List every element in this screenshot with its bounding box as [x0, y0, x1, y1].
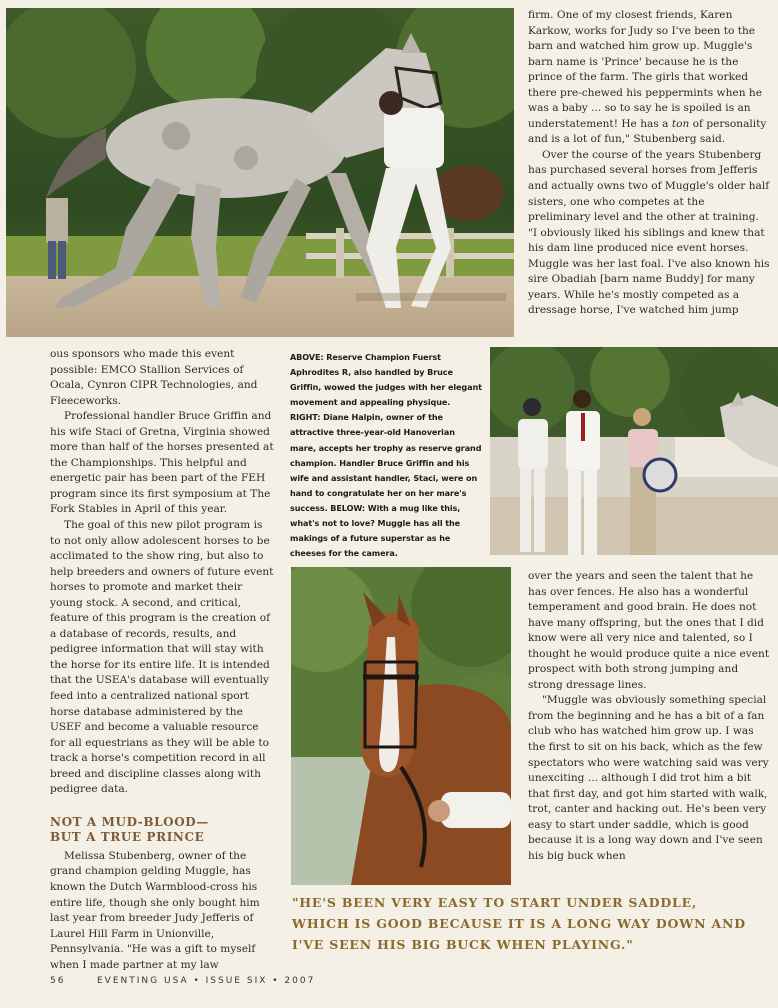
photo-grey-horse-trotting — [6, 8, 514, 337]
caption-above-label: ABOVE: — [290, 352, 324, 362]
caption-right-label: RIGHT: — [290, 412, 321, 423]
caption-right-text: Diane Halpin, owner of the attractive three-year-old Hanoverian mare, accepts her trophy as reserve grand champion. Handler Bruce Griffin and his wife and assistant handler, Staci, were on hand to congratulate her on her mare's success. — [290, 412, 482, 513]
paragraph: Over the course of the years Stubenberg has purchased several horses from Jefferis and actually owns two of Muggle's older half sisters, one who competes at the preliminary level and the other at training. "I obviously liked his siblings and knew that his dam line produced nice event horses. Muggle was her last foal. I've also known his sire Obadiah [barn name Buddy] for many years. While he's mostly competed as a dressage horse, I've watched him jump — [528, 148, 770, 317]
photo-caption — [290, 350, 482, 561]
paragraph: Melissa Stubenberg, owner of the grand champion gelding Muggle, has known the Dutch Warmblood-cross his entire life, though she only bought him last year from breeder Judy Jefferis of Laurel Hill Farm in Unionville, Pennsylvania. "He was a gift to myself when I made partner at my law — [50, 849, 260, 971]
paragraph: The goal of this new pilot program is to not only allow adolescent horses to be acclimated to the show ring, but also to help breeders and owners of future event horses to promote and market their young stock. A second, and critical, feature of this program is the creation of a database of records, results, and pedigree information that will stay with the horse for its entire life. It is intended that the USEA's database will eventually feed into a centralized national sport horse database administered by the USEF and become a valuable resource for all equestrians as they will be able to track a horse's competition record in all breed and discipline classes along with pedigree data. — [50, 519, 274, 796]
caption-above-text: Reserve Champion Fuerst Aphrodites R, also handled by Bruce Griffin, wowed the judges with her elegant movement and appealing physique. — [290, 352, 482, 408]
folio-publication: EVENTING USA • ISSUE SIX • 2007 — [97, 976, 316, 986]
paragraph: over the years and seen the talent that he has over fences. He also has a wonderful temperament and good brain. He does not have many offspring, but the ones that I did know were all very nice and talented, so I thought he would produce quite a nice event prospect with both strong jumping and strong dressage lines. — [528, 570, 770, 691]
photo-trophy-presentation — [490, 347, 778, 555]
left-column-text — [50, 347, 276, 973]
right-column-mid-text — [528, 569, 770, 864]
section-heading-line-2: BUT A TRUE PRINCE — [50, 829, 205, 844]
caption-below-text: With a mug like this, what's not to love? Muggle has all the makings of a future superstar as he cheeses for the camera. — [290, 502, 461, 559]
paragraph: firm. One of my closest friends, Karen Karkow, works for Judy so I've been to the barn and watched him grow up. Muggle's barn name is 'Prince' because he is the prince of the farm. The girls that worked there pre-chewed his peppermints when he was a baby ... so to say he is spoiled is an understatement! He has a ton of personality and is a lot of fun," Stubenberg said. — [528, 9, 767, 146]
folio-page-number: 56 — [50, 976, 66, 986]
section-heading — [50, 815, 276, 845]
photo-muggle-headshot — [291, 567, 511, 885]
paragraph: ous sponsors who made this event possible: EMCO Stallion Services of Ocala, Cynron CIPR Technologies, and Fleeceworks. — [50, 348, 258, 407]
right-column-top-text — [528, 8, 770, 319]
paragraph: "Muggle was obviously something special from the beginning and he has a bit of a fan club who has watched him grow up. I was the first to sit on his back, which as the few spectators who were watching said was very unexciting ... although I did trot him a bit that first day, and got him started with walk, trot, canter and hacking out. He's been very easy to start under saddle, which is good because it is a long way down and I've seen his big buck when — [528, 694, 769, 862]
section-heading-line-1: NOT A MUD-BLOOD— — [50, 814, 209, 829]
paragraph: Professional handler Bruce Griffin and his wife Staci of Gretna, Virginia showed more than half of the horses presented at the Championships. This helpful and energetic pair has been part of the FEH program since its first symposium at The Fork Stables in April of this year. — [50, 410, 274, 516]
pull-quote: "HE'S BEEN VERY EASY TO START UNDER SADDLE, WHICH IS GOOD BECAUSE IT IS A LONG WAY DOWN AND I'VE SEEN HIS BIG BUCK WHEN PLAYING." — [292, 895, 746, 952]
caption-below-label: BELOW: — [327, 502, 366, 513]
